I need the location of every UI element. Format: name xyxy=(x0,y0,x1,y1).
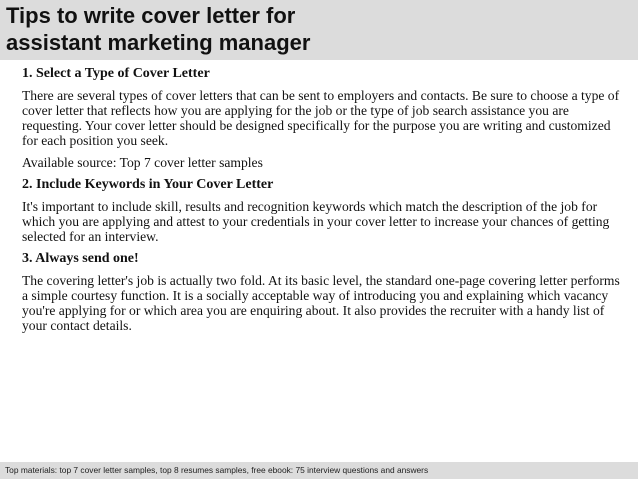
section-2-paragraph: It's important to include skill, results and recognition keywords which match the description of the job for which you are applying and attest to your credentials in your cover letter to increase your chances of getting selected for an interview. xyxy=(22,199,610,244)
content-body xyxy=(22,66,622,333)
title-line-1: Tips to write cover letter for xyxy=(6,3,296,28)
available-source-text: Available source: Top 7 cover letter samples xyxy=(22,155,263,170)
section-1-heading: 1. Select a Type of Cover Letter xyxy=(22,66,210,81)
title-bar xyxy=(0,0,638,60)
section-2-heading: 2. Include Keywords in Your Cover Letter xyxy=(22,177,274,192)
section-1-paragraph: There are several types of cover letters that can be sent to employers and contacts. Be sure to choose a type of cover letter that reflects how you are applying for the job or the type of job search assistance you are requesting. Your cover letter should be designed specifically for the purpose you are writing and customized for each position you seek. xyxy=(22,88,620,148)
section-3-heading: 3. Always send one! xyxy=(22,251,139,266)
footer-text: Top materials: top 7 cover letter samples, top 8 resumes samples, free ebook: 75 interview questions and answers xyxy=(5,465,429,475)
footer-bar xyxy=(0,462,638,479)
section-3-paragraph: The covering letter's job is actually two fold. At its basic level, the standard one-page covering letter performs a simple courtesy function. It is a socially acceptable way of introducing you and explaining which vacancy you're applying for or which area you are enquiring about. It also provides the recruiter with a handy list of your contact details. xyxy=(22,273,620,333)
page-title xyxy=(6,2,626,56)
title-line-2: assistant marketing manager xyxy=(6,30,311,55)
